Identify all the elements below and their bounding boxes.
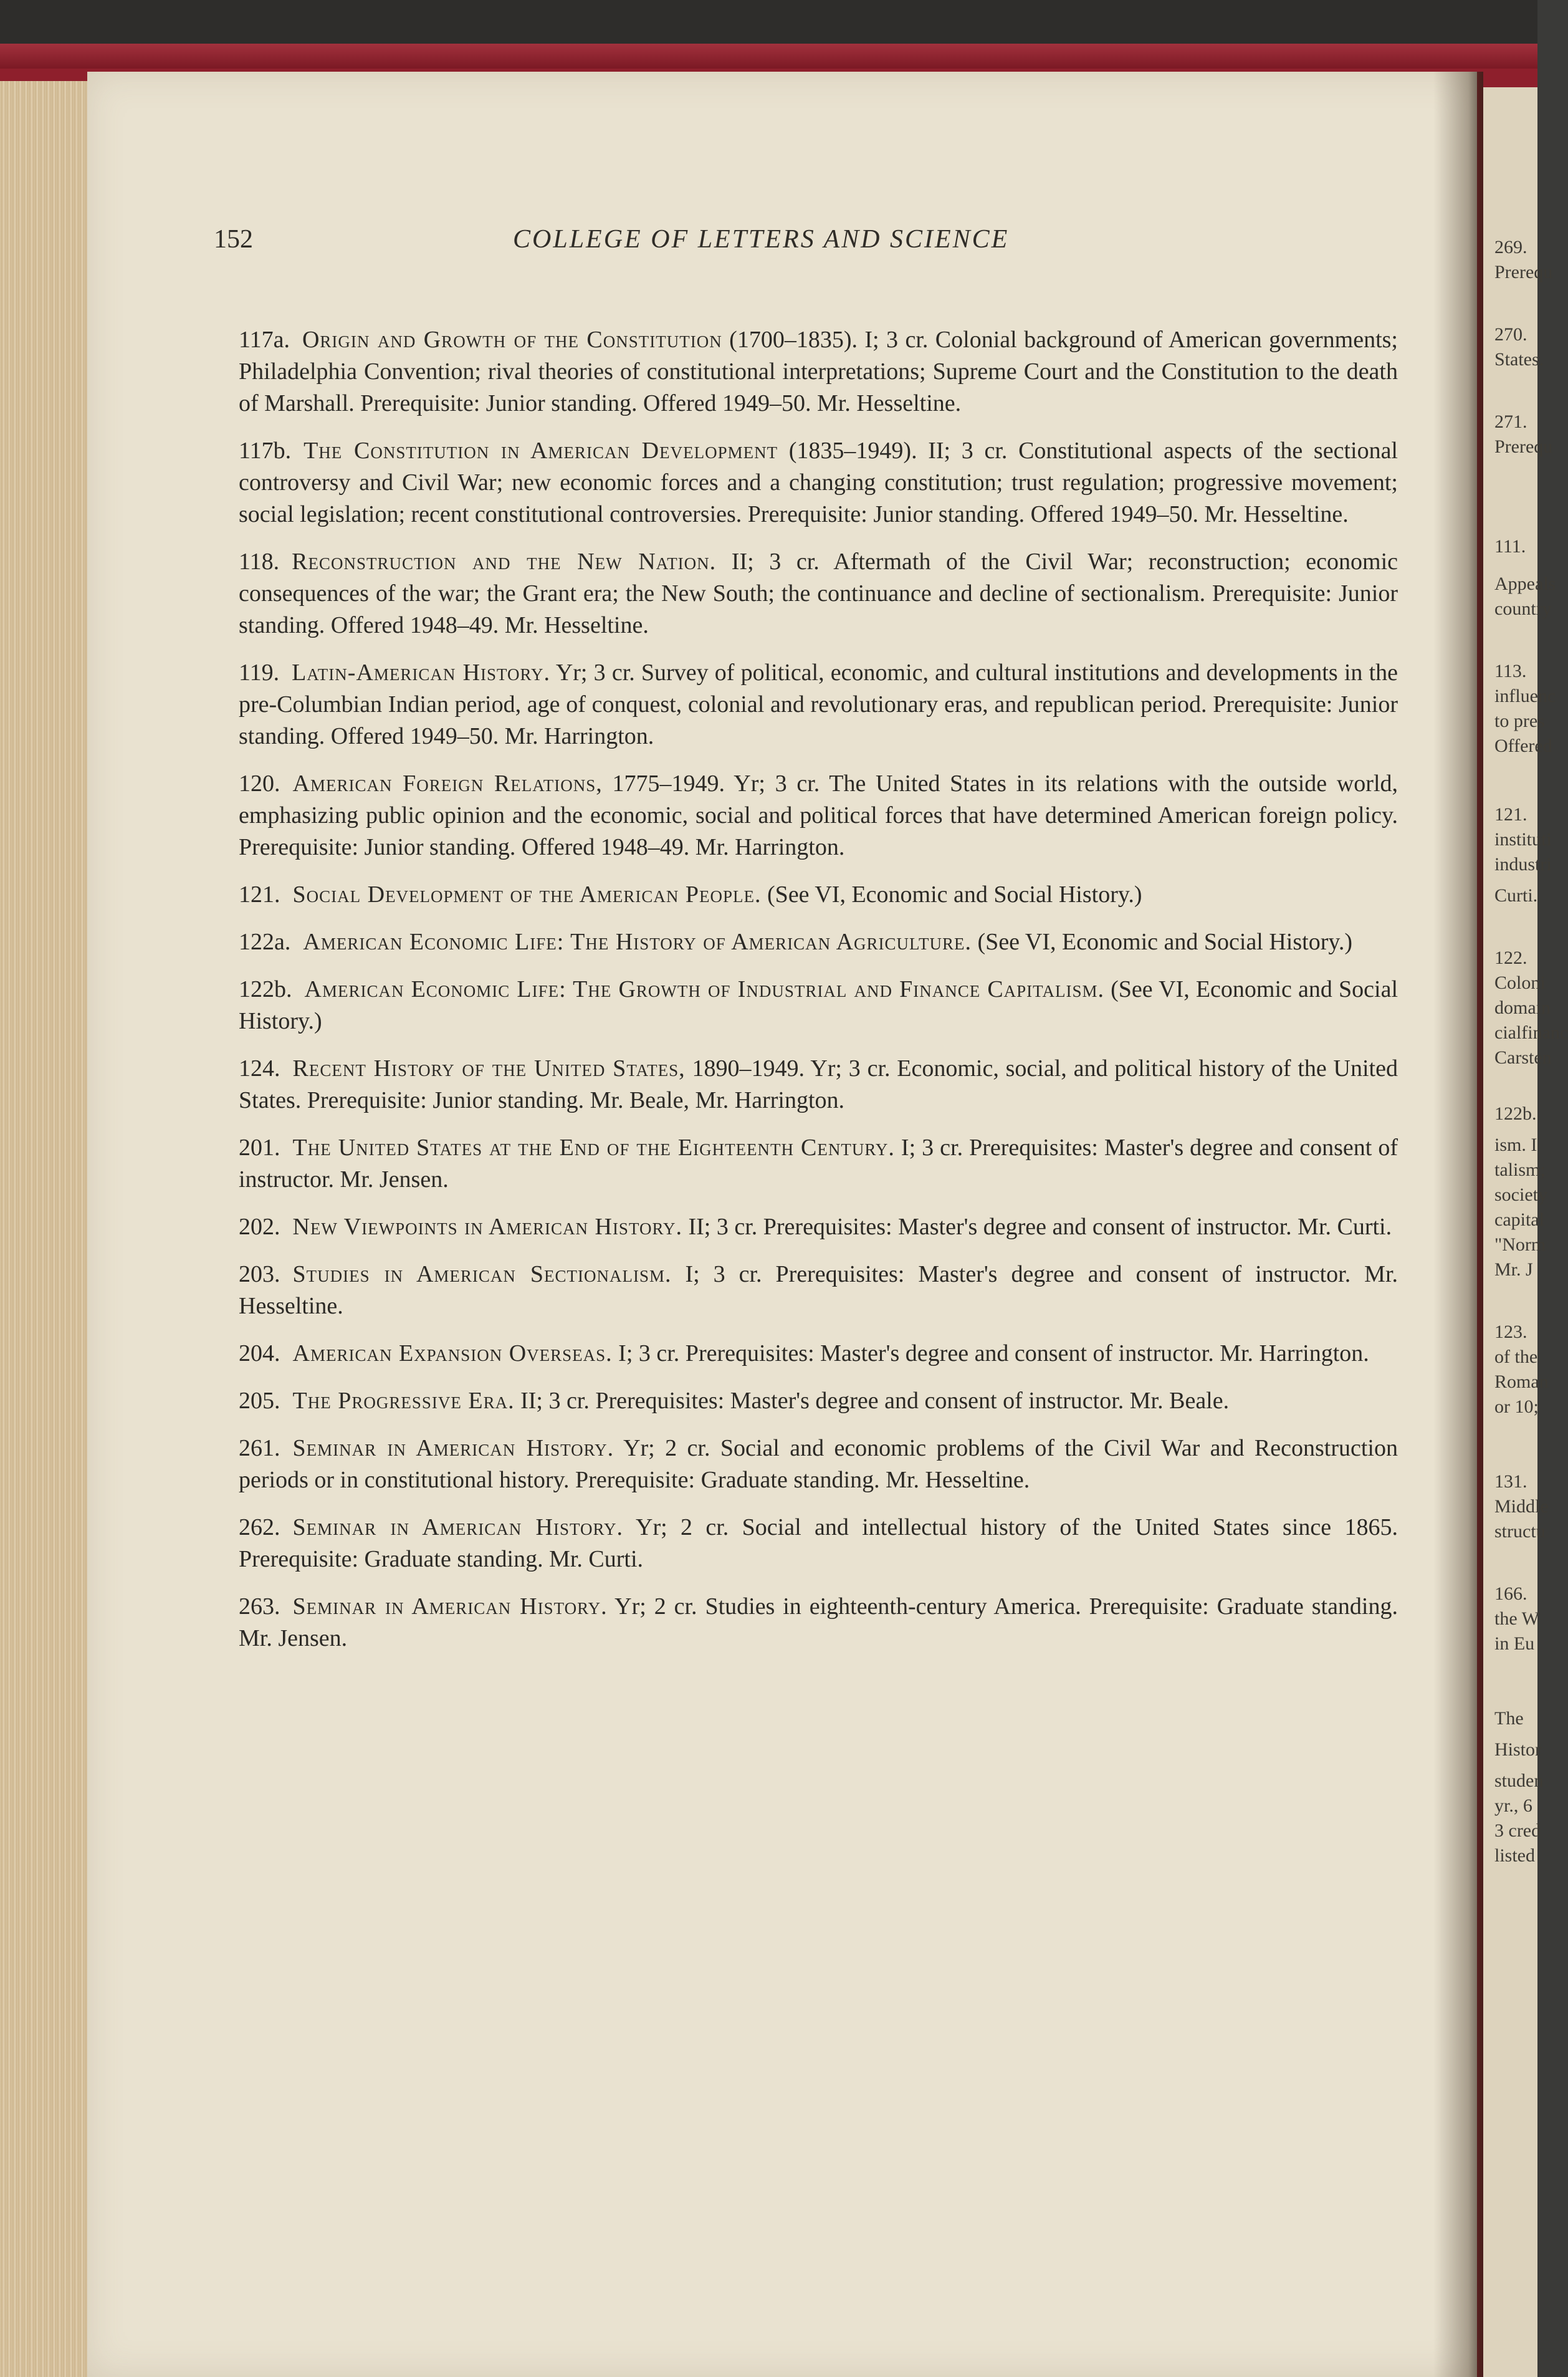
course-number: 117a. bbox=[239, 327, 290, 353]
facing-page-fragment: Carsten bbox=[1494, 1047, 1552, 1068]
course-description: Yr; 2 cr. Studies in eighteenth-century America. Prerequisite: Graduate standing. Mr. Jensen. bbox=[239, 1593, 1398, 1651]
page-edges bbox=[0, 81, 93, 2377]
facing-page-fragment: society bbox=[1494, 1184, 1547, 1205]
facing-page-fragment: listed bbox=[1494, 1845, 1535, 1866]
facing-page-fragment: yr., 6 bbox=[1494, 1795, 1532, 1816]
course-number: 201. bbox=[239, 1135, 280, 1161]
course-entry bbox=[239, 1053, 1398, 1116]
facing-page-fragment: 271. bbox=[1494, 411, 1527, 432]
course-description: II; 3 cr. Prerequisites: Master's degree and consent of instructor. Mr. Beale. bbox=[514, 1388, 1230, 1414]
facing-page-fragment: States. bbox=[1494, 349, 1544, 370]
facing-page-fragment: capital bbox=[1494, 1209, 1544, 1230]
course-entry bbox=[239, 546, 1398, 641]
facing-page-fragment: influenc bbox=[1494, 686, 1556, 706]
facing-page-fragment: structu bbox=[1494, 1521, 1546, 1542]
course-entry bbox=[239, 324, 1398, 420]
course-entry bbox=[239, 1211, 1398, 1243]
facing-page-fragment: 3 cred bbox=[1494, 1820, 1541, 1841]
facing-page-fragment: Middle bbox=[1494, 1496, 1549, 1517]
course-title: New Viewpoints in American History. bbox=[292, 1214, 682, 1240]
facing-page-fragment: 121. bbox=[1494, 804, 1527, 825]
course-entry bbox=[239, 926, 1398, 958]
course-entry bbox=[239, 1591, 1398, 1654]
facing-page-fragment: Appeals bbox=[1494, 574, 1556, 594]
course-number: 120. bbox=[239, 771, 280, 797]
facing-page-fragment: in Eu bbox=[1494, 1633, 1535, 1654]
course-description: (See VI, Economic and Social History.) bbox=[972, 929, 1353, 955]
course-entry bbox=[239, 1512, 1398, 1575]
facing-page-fragment: 269. bbox=[1494, 237, 1527, 257]
course-number: 117b. bbox=[239, 438, 292, 464]
course-number: 263. bbox=[239, 1593, 280, 1620]
facing-page-fragment: 111. bbox=[1494, 536, 1526, 557]
facing-page-fragment: Prerequ bbox=[1494, 262, 1553, 282]
course-title: American Economic Life: The History of American Agriculture. bbox=[303, 929, 972, 955]
facing-page-fragment: Coloni bbox=[1494, 972, 1546, 993]
course-title: Latin-American History. bbox=[292, 660, 551, 686]
cover-edge bbox=[0, 44, 1537, 69]
facing-page bbox=[1483, 87, 1568, 2377]
course-entry bbox=[239, 657, 1398, 752]
course-number: 205. bbox=[239, 1388, 280, 1414]
course-title: Seminar in American History. bbox=[292, 1435, 614, 1461]
facing-page-fragment: 113. bbox=[1494, 661, 1527, 681]
course-entry bbox=[239, 1385, 1398, 1417]
course-entry bbox=[239, 1259, 1398, 1322]
facing-page-fragment: to pres bbox=[1494, 711, 1545, 731]
facing-page-fragment: Curti. bbox=[1494, 885, 1538, 906]
facing-page-fragment: domain bbox=[1494, 997, 1551, 1018]
facing-page-fragment: 131. bbox=[1494, 1471, 1527, 1492]
course-title: The Constitution in American Development bbox=[304, 438, 778, 464]
course-title: Seminar in American History. bbox=[292, 1593, 608, 1620]
course-number: 119. bbox=[239, 660, 280, 686]
course-description: (1700–1835). I; 3 cr. Colonial background of American governments; Philadelphia Convention; rival theories of constitutional interpretations; Supreme Court and the Constitution to the death of Marshall. Prerequisite: Junior standing. Offered 1949–50. Mr. Hesseltine. bbox=[239, 327, 1398, 416]
course-number: 202. bbox=[239, 1214, 280, 1240]
course-description: I; 3 cr. Prerequisites: Master's degree and consent of instructor. Mr. Hesseltine. bbox=[239, 1261, 1398, 1319]
course-title: American Expansion Overseas. bbox=[292, 1340, 613, 1366]
course-description: I; 3 cr. Prerequisites: Master's degree and consent of instructor. Mr. Harrington. bbox=[612, 1340, 1369, 1366]
course-description: 1890–1949. Yr; 3 cr. Economic, social, and political history of the United States. Prerequisite: Junior standing. Mr. Beale, Mr. Harrington. bbox=[239, 1055, 1398, 1113]
course-description: (See VI, Economic and Social History.) bbox=[239, 976, 1398, 1034]
facing-page-fragment: 122. bbox=[1494, 948, 1527, 968]
course-number: 121. bbox=[239, 881, 280, 908]
facing-page-fragment: Prerequ bbox=[1494, 436, 1553, 457]
course-title: Studies in American Sectionalism. bbox=[292, 1261, 672, 1287]
course-description: Yr; 2 cr. Social and intellectual history of the United States since 1865. Prerequisite: Graduate standing. Mr. Curti. bbox=[239, 1514, 1398, 1572]
course-number: 122a. bbox=[239, 929, 291, 955]
facing-page-fragment: 123. bbox=[1494, 1322, 1527, 1342]
facing-page-fragment: 166. bbox=[1494, 1583, 1527, 1604]
course-title: American Economic Life: The Growth of Industrial and Finance Capitalism. bbox=[304, 976, 1105, 1002]
facing-page-fragment: industri bbox=[1494, 854, 1552, 875]
course-title: Origin and Growth of the Constitution bbox=[302, 327, 722, 353]
course-description: I; 3 cr. Prerequisites: Master's degree and consent of instructor. Mr. Jensen. bbox=[239, 1135, 1398, 1193]
course-entry bbox=[239, 1433, 1398, 1496]
facing-page-fragment: Histor bbox=[1494, 1739, 1541, 1760]
course-entry bbox=[239, 974, 1398, 1037]
course-title: Social Development of the American People. bbox=[292, 881, 762, 908]
facing-page-fragment: "Norm bbox=[1494, 1234, 1546, 1255]
facing-page-fragment: ism. I bbox=[1494, 1135, 1537, 1155]
course-entry bbox=[239, 768, 1398, 863]
course-description: (See VI, Economic and Social History.) bbox=[761, 881, 1142, 908]
facing-page-fragment: Roman bbox=[1494, 1371, 1549, 1392]
facing-page-fragment: Offered bbox=[1494, 736, 1552, 756]
facing-page-fragment: studen bbox=[1494, 1770, 1544, 1791]
course-description: Yr; 3 cr. Survey of political, economic, and cultural institutions and developments in the pre-Columbian Indian period, age of conquest, colonial and revolutionary eras, and republican period. Prerequisite: Junior standing. Offered 1949–50. Mr. Harrington. bbox=[239, 660, 1398, 749]
course-title: American Foreign Relations, bbox=[292, 771, 603, 797]
page-gutter-shadow bbox=[1433, 72, 1483, 2377]
course-entry bbox=[239, 1132, 1398, 1196]
course-description: 1775–1949. Yr; 3 cr. The United States in its relations with the outside world, emphasizing public opinion and the economic, social and political forces that have determined American foreign policy. Prerequisite: Junior standing. Offered 1948–49. Mr. Harrington. bbox=[239, 771, 1398, 860]
facing-page-fragment: country bbox=[1494, 598, 1552, 619]
course-number: 122b. bbox=[239, 976, 292, 1002]
course-title: The United States at the End of the Eighteenth Century. bbox=[292, 1135, 895, 1161]
course-number: 261. bbox=[239, 1435, 280, 1461]
facing-page-fragment: of the bbox=[1494, 1347, 1538, 1367]
facing-page-fragment: or 10; bbox=[1494, 1396, 1539, 1417]
course-list bbox=[239, 324, 1398, 1670]
course-description: II; 3 cr. Prerequisites: Master's degree and consent of instructor. Mr. Curti. bbox=[682, 1214, 1392, 1240]
course-entry bbox=[239, 1338, 1398, 1370]
facing-page-fragment: 270. bbox=[1494, 324, 1527, 345]
facing-page-fragment: The bbox=[1494, 1708, 1524, 1729]
facing-page-fragment: the W bbox=[1494, 1608, 1539, 1629]
course-number: 204. bbox=[239, 1340, 280, 1366]
course-description: (1835–1949). II; 3 cr. Constitutional aspects of the sectional controversy and Civil War; new economic forces and a changing constitution; trust regulation; progressive movement; social legislation; recent constitutional controversies. Prerequisite: Junior standing. Offered 1949–50. Mr. Hesseltine. bbox=[239, 438, 1398, 527]
page-number: 152 bbox=[214, 225, 253, 254]
course-title: Reconstruction and the New Nation. bbox=[292, 549, 717, 575]
course-title: Seminar in American History. bbox=[292, 1514, 624, 1540]
course-number: 262. bbox=[239, 1514, 280, 1540]
course-title: The Progressive Era. bbox=[292, 1388, 515, 1414]
course-entry bbox=[239, 879, 1398, 911]
facing-page-fragment: 122b. bbox=[1494, 1103, 1537, 1124]
facing-page-fragment: cialfinanc bbox=[1494, 1022, 1568, 1043]
running-head bbox=[214, 224, 1398, 262]
course-number: 118. bbox=[239, 549, 280, 575]
facing-page-fragment: instituti bbox=[1494, 829, 1552, 850]
course-description: Yr; 2 cr. Social and economic problems of the Civil War and Reconstruction periods or in constitutional history. Prerequisite: Graduate standing. Mr. Hesseltine. bbox=[239, 1435, 1398, 1493]
course-title: Recent History of the United States, bbox=[292, 1055, 686, 1082]
course-description: II; 3 cr. Aftermath of the Civil War; reconstruction; economic consequences of the war; the Grant era; the New South; the continuance and decline of sectionalism. Prerequisite: Junior standing. Offered 1948–49. Mr. Hesseltine. bbox=[239, 549, 1398, 638]
facing-page-fragment: talism; bbox=[1494, 1160, 1546, 1180]
facing-page-fragment: Mr. J bbox=[1494, 1259, 1533, 1280]
course-number: 203. bbox=[239, 1261, 280, 1287]
course-number: 124. bbox=[239, 1055, 280, 1082]
course-entry bbox=[239, 435, 1398, 531]
running-title: COLLEGE OF LETTERS AND SCIENCE bbox=[513, 225, 1010, 254]
